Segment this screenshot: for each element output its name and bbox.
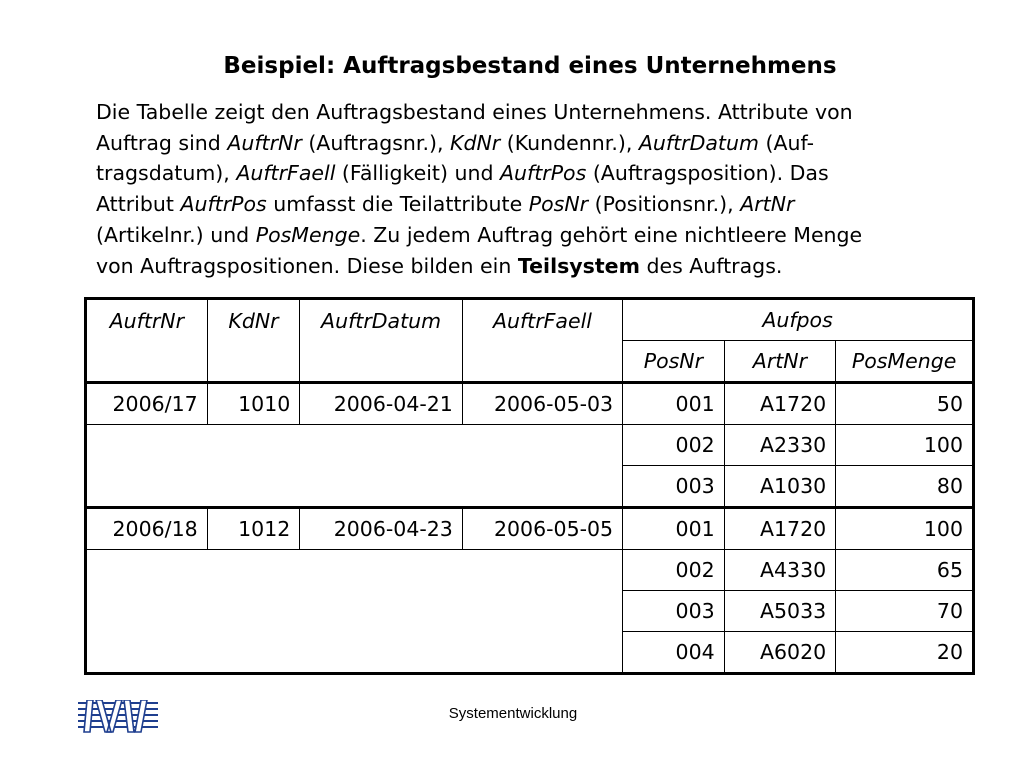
paragraph-line-2: Auftrag sind AuftrNr (Auftragsnr.), KdNr (Kundennr.), AuftrDatum (Auf- bbox=[96, 130, 814, 155]
cell-posnr: 004 bbox=[623, 632, 725, 674]
table-row bbox=[86, 550, 974, 591]
cell-artnr: A4330 bbox=[724, 550, 836, 591]
cell-auftrnr: 2006/18 bbox=[86, 508, 208, 550]
orders-table bbox=[84, 297, 975, 675]
cell-artnr: A1720 bbox=[724, 383, 836, 425]
cell-auftrnr: 2006/17 bbox=[86, 383, 208, 425]
cell-posnr: 002 bbox=[623, 550, 725, 591]
cell-posmenge: 65 bbox=[836, 550, 974, 591]
paragraph-line-5: (Artikelnr.) und PosMenge. Zu jedem Auftrag gehört eine nichtleere Menge bbox=[96, 222, 863, 247]
cell-artnr: A2330 bbox=[724, 425, 836, 466]
cell-artnr: A1720 bbox=[724, 508, 836, 550]
table-row bbox=[86, 425, 974, 466]
slide-title: Beispiel: Auftragsbestand eines Unternehmens bbox=[223, 53, 837, 79]
cell-posmenge: 70 bbox=[836, 591, 974, 632]
cell-auftrdatum: 2006-04-21 bbox=[300, 383, 463, 425]
header-posmenge: PosMenge bbox=[836, 341, 974, 383]
description-paragraph bbox=[96, 97, 976, 281]
paragraph-line-6: von Auftragspositionen. Diese bilden ein Teilsystem des Auftrags. bbox=[96, 253, 783, 278]
header-auftrfaell: AuftrFaell bbox=[462, 299, 622, 383]
header-auftrnr: AuftrNr bbox=[86, 299, 208, 383]
cell-posmenge: 80 bbox=[836, 466, 974, 508]
blank-cell bbox=[86, 550, 623, 674]
cell-auftrfaell: 2006-05-03 bbox=[462, 383, 622, 425]
cell-auftrdatum: 2006-04-23 bbox=[300, 508, 463, 550]
cell-posmenge: 50 bbox=[836, 383, 974, 425]
header-aufpos: Aufpos bbox=[623, 299, 974, 341]
cell-auftrfaell: 2006-05-05 bbox=[462, 508, 622, 550]
slide-footer: Systementwicklung bbox=[448, 705, 578, 722]
header-posnr: PosNr bbox=[623, 341, 725, 383]
cell-posnr: 003 bbox=[623, 466, 725, 508]
cell-kdnr: 1012 bbox=[207, 508, 300, 550]
paragraph-line-1: Die Tabelle zeigt den Auftragsbestand eines Unternehmens. Attribute von bbox=[96, 100, 853, 124]
cell-posnr: 001 bbox=[623, 508, 725, 550]
cell-kdnr: 1010 bbox=[207, 383, 300, 425]
cell-posmenge: 100 bbox=[836, 425, 974, 466]
table-row bbox=[86, 508, 974, 550]
paragraph-line-3: tragsdatum), AuftrFaell (Fälligkeit) und AuftrPos (Auftragsposition). Das bbox=[96, 161, 829, 186]
cell-artnr: A5033 bbox=[724, 591, 836, 632]
table-row bbox=[86, 383, 974, 425]
paragraph-line-4: Attribut AuftrPos umfasst die Teilattribute PosNr (Positionsnr.), ArtNr bbox=[96, 192, 795, 217]
cell-posnr: 002 bbox=[623, 425, 725, 466]
cell-posmenge: 100 bbox=[836, 508, 974, 550]
header-auftrdatum: AuftrDatum bbox=[300, 299, 463, 383]
cell-artnr: A1030 bbox=[724, 466, 836, 508]
orders-body bbox=[86, 383, 974, 674]
cell-artnr: A6020 bbox=[724, 632, 836, 674]
header-artnr: ArtNr bbox=[724, 341, 836, 383]
cell-posnr: 003 bbox=[623, 591, 725, 632]
header-kdnr: KdNr bbox=[207, 299, 300, 383]
cell-posmenge: 20 bbox=[836, 632, 974, 674]
cell-posnr: 001 bbox=[623, 383, 725, 425]
blank-cell bbox=[86, 425, 623, 508]
